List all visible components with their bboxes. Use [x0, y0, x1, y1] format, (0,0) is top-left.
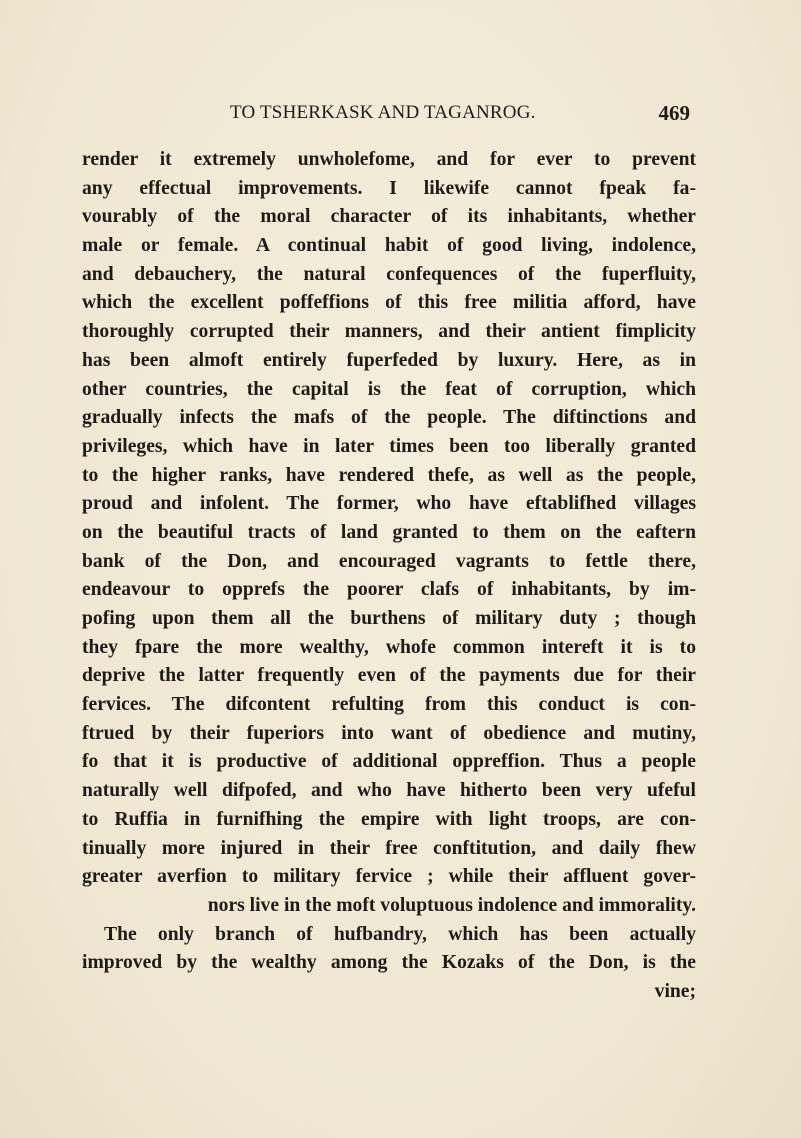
text-line: vourably of the moral character of its inhabitants, whether — [82, 206, 696, 228]
text-line: any effectual improvements. I likewife cannot fpeak fa- — [82, 177, 696, 199]
text-line: privileges, which have in later times been too liberally granted — [82, 435, 696, 457]
text-line: render it extremely unwholefome, and for ever to prevent — [82, 149, 696, 170]
text-line: to Ruffia in furnifhing the empire with light troops, are con- — [82, 808, 696, 830]
text-line: and debauchery, the natural confequences of the fuperfluity, — [82, 263, 696, 285]
text-line: bank of the Don, and encouraged vagrants to fettle there, — [82, 550, 696, 572]
text-line: greater averfion to military fervice ; while their affluent gover- — [82, 866, 696, 888]
text-line: they fpare the more wealthy, whofe common intereft it is to — [82, 636, 696, 658]
text-line: tinually more injured in their free conftitution, and daily fhew — [82, 837, 696, 859]
text-line: The only branch of hufbandry, which has been actually — [104, 923, 696, 945]
text-line: fervices. The difcontent refulting from this conduct is con- — [82, 694, 696, 716]
catchword: vine; — [654, 980, 696, 1002]
text-line: fo that it is productive of additional oppreffion. Thus a people — [82, 751, 696, 773]
text-line: endeavour to opprefs the poorer clafs of inhabitants, by im- — [82, 579, 696, 601]
text-line: deprive the latter frequently even of the payments due for their — [82, 665, 696, 687]
text-line: proud and infolent. The former, who have eftablifhed villages — [82, 493, 696, 515]
text-line: other countries, the capital is the feat of corruption, which — [82, 378, 696, 400]
page-number: 469 — [658, 101, 690, 125]
text-line: to the higher ranks, have rendered thefe, as well as the people, — [82, 464, 696, 486]
body-text — [82, 146, 696, 1007]
text-line: on the beautiful tracts of land granted to them on the eaftern — [82, 521, 696, 543]
text-line: pofing upon them all the burthens of military duty ; though — [82, 608, 696, 629]
text-line: nors live in the moft voluptuous indolence and immorality. — [207, 894, 696, 916]
text-line: has been almoft entirely fuperfeded by luxury. Here, as in — [82, 349, 696, 371]
text-line: naturally well difpofed, and who have hitherto been very ufeful — [82, 780, 696, 802]
text-line: thoroughly corrupted their manners, and their antient fimplicity — [82, 321, 696, 343]
text-line: male or female. A continual habit of good living, indolence, — [82, 235, 696, 257]
running-head: TO TSHERKASK AND TAGANROG. — [230, 102, 536, 123]
page-header — [80, 102, 692, 132]
text-line: improved by the wealthy among the Kozaks of the Don, is the — [82, 952, 696, 974]
text-line: ftrued by their fuperiors into want of obedience and mutiny, — [82, 722, 696, 744]
text-line: which the excellent poffeffions of this free militia afford, have — [82, 292, 696, 314]
text-line: gradually infects the mafs of the people. The diftinctions and — [82, 407, 696, 429]
